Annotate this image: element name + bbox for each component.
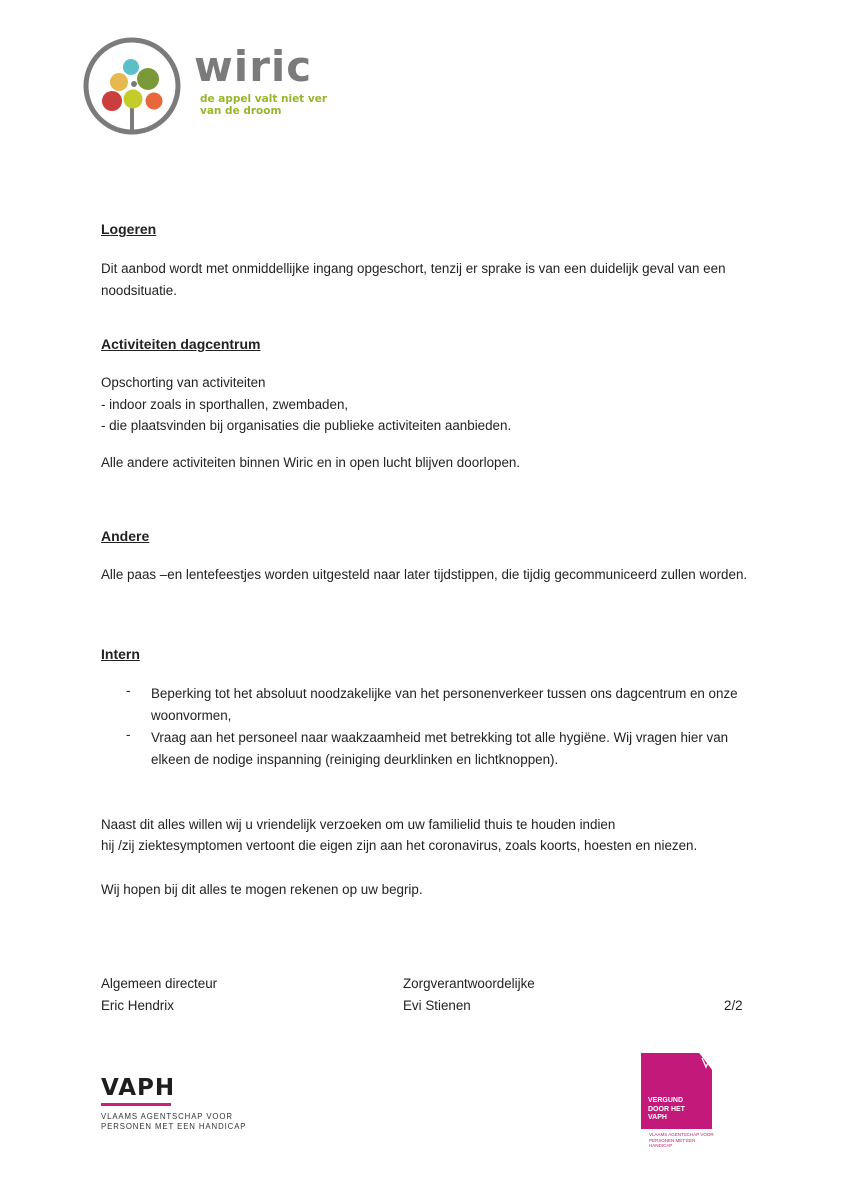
intern-bullet-2: Vraag aan het personeel naar waakzaamheid met betrekking tot alle hygiëne. Wij vragen hier van elkeen de nodige inspanning (reiniging deurklinken en lichtknoppen).: [151, 730, 729, 767]
wiric-tagline: [200, 93, 330, 117]
heading-andere: Andere: [101, 528, 150, 544]
vaph-subtitle-line-1: VLAAMS AGENTSCHAP VOOR: [101, 1112, 233, 1121]
vaph-subtitle-line-2: PERSONEN MET EEN HANDICAP: [101, 1122, 247, 1131]
closing-line-2: hij /zij ziektesymptomen vertoont die eigen zijn aan het coronavirus, zoals koorts, hoesten en niezen.: [101, 838, 698, 853]
vergund-line-2: DOOR HET: [648, 1105, 685, 1113]
heading-dagcentrum: Activiteiten dagcentrum: [101, 336, 261, 352]
paragraph-andere: Alle paas –en lentefeestjes worden uitgesteld naar later tijdstippen, die tijdig gecommuniceerd zullen worden.: [101, 567, 748, 582]
closing-line-3: Wij hopen bij dit alles te mogen rekenen op uw begrip.: [101, 882, 423, 897]
bullet-dash: -: [126, 727, 131, 742]
vergund-badge: [641, 1053, 714, 1148]
vergund-mark-icon: [701, 1057, 711, 1069]
dagcentrum-paragraph: Alle andere activiteiten binnen Wiric en in open lucht blijven doorlopen.: [101, 455, 521, 470]
signature-left-name: Eric Hendrix: [101, 998, 174, 1013]
page-number: 2/2: [724, 998, 743, 1013]
intern-bullet-1: Beperking tot het absoluut noodzakelijke van het personenverkeer tussen ons dagcentrum en onze woonvormen,: [151, 686, 738, 723]
heading-logeren: Logeren: [101, 221, 157, 237]
dagcentrum-line-1: Opschorting van activiteiten: [101, 375, 266, 390]
dagcentrum-line-2: - indoor zoals in sporthallen, zwembaden,: [101, 397, 349, 412]
vergund-line-3: VAPH: [648, 1114, 667, 1121]
heading-intern: Intern: [101, 646, 140, 662]
vergund-text: [648, 1097, 685, 1123]
bullet-dash: -: [126, 683, 131, 698]
signature-right-role: Zorgverantwoordelijke: [403, 976, 535, 991]
vergund-line-1: VERGUND: [648, 1097, 684, 1104]
signature-left-role: Algemeen directeur: [101, 976, 218, 991]
tagline-line-2: van de droom: [200, 105, 282, 117]
dagcentrum-line-3: - die plaatsvinden bij organisaties die publieke activiteiten aanbieden.: [101, 418, 512, 433]
closing-line-1: Naast dit alles willen wij u vriendelijk verzoeken om uw familielid thuis te houden indien: [101, 817, 616, 832]
vaph-accent-bar: [101, 1103, 171, 1106]
vaph-wordmark: VAPH: [101, 1075, 176, 1101]
paragraph-logeren: Dit aanbod wordt met onmiddellijke ingang opgeschort, tenzij er sprake is van een duidelijk geval van een noodsituatie.: [101, 261, 726, 298]
wiric-logo: [82, 36, 328, 136]
vaph-logo: [101, 1075, 247, 1132]
vergund-subtitle: VLAAMS AGENTSCHAP VOOR PERSONEN MET EEN HANDICAP: [649, 1132, 714, 1148]
tagline-line-1: de appel valt niet ver: [200, 93, 328, 105]
apple-tree-icon: [82, 36, 186, 140]
vaph-subtitle: [101, 1112, 247, 1132]
signature-right-name: Evi Stienen: [403, 998, 471, 1013]
wiric-wordmark: wiric: [194, 42, 313, 91]
